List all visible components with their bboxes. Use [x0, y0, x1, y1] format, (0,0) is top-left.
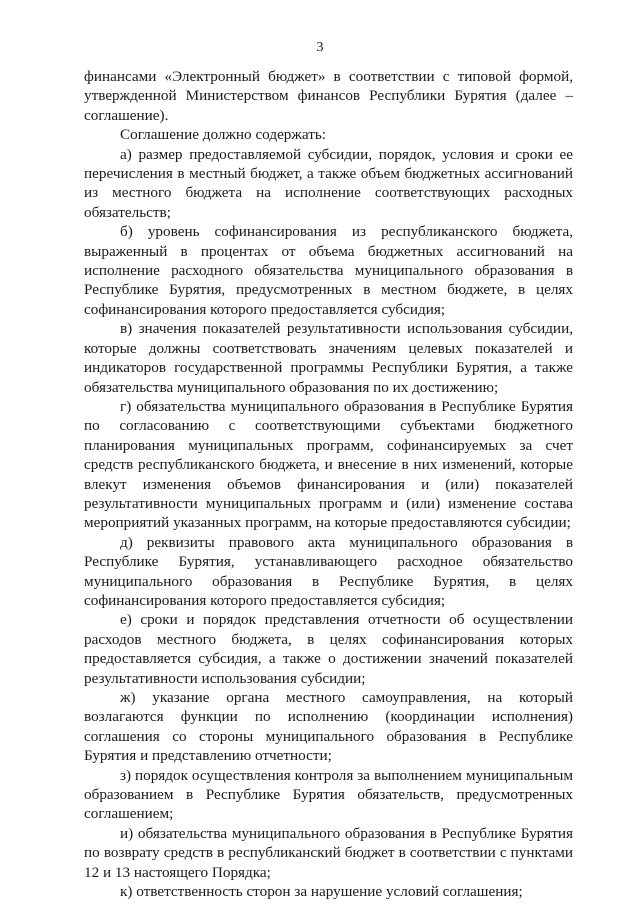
- text-line: результативности муниципальных программ и (или) изменение состава: [84, 494, 573, 512]
- paragraph: [84, 533, 573, 611]
- text-line: обязательств;: [84, 203, 171, 221]
- text-line: мероприятий указанных программ, на которые предоставляются субсидии;: [84, 514, 571, 532]
- text-line: соглашение).: [84, 106, 169, 124]
- text-line: е) сроки и порядок представления отчетности об осуществлении: [120, 611, 573, 629]
- text-line: влекут изменения объемов финансирования и (или) показателей: [84, 475, 573, 493]
- paragraph: [84, 67, 573, 125]
- text-line: перечисления в местный бюджет, а также объем бюджетных ассигнований: [84, 165, 573, 183]
- text-line: Соглашение должно содержать:: [120, 126, 327, 144]
- text-line: планирования муниципальных программ, софинансируемых за счет: [84, 436, 573, 454]
- text-line: соглашением;: [84, 805, 174, 823]
- text-line: средств республиканского бюджета, и внесение в них изменений, которые: [84, 456, 573, 474]
- text-line: Бурятия и представлению отчетности;: [84, 747, 332, 765]
- paragraph: [84, 145, 573, 223]
- text-line: обязательства муниципального образования по их достижению;: [84, 378, 499, 396]
- paragraph: [84, 610, 573, 688]
- text-line: в) значения показателей результативности использования субсидии,: [120, 320, 573, 338]
- text-line: 12 и 13 настоящего Порядка;: [84, 863, 271, 881]
- text-line: исполнение расходного обязательства муниципального образования в: [84, 262, 573, 280]
- paragraph: [84, 882, 573, 901]
- paragraph: [84, 222, 573, 319]
- text-line: к) ответственность сторон за нарушение условий соглашения;: [120, 883, 523, 901]
- paragraph: [84, 125, 573, 144]
- paragraph: [84, 824, 573, 882]
- text-line: муниципального образования в Республике Бурятия, в целях: [84, 572, 573, 590]
- text-line: софинансирования которого предоставляется субсидия;: [84, 300, 446, 318]
- text-line: результативности использования субсидии;: [84, 669, 366, 687]
- text-line: по согласованию с соответствующими субъектами бюджетного: [84, 417, 573, 435]
- text-line: финансами «Электронный бюджет» в соответствии с типовой формой,: [84, 68, 573, 85]
- text-line: которые должны соответствовать значениям целевых показателей и: [84, 339, 573, 357]
- text-line: з) порядок осуществления контроля за выполнением муниципальным: [120, 766, 573, 784]
- text-line: из местного бюджета на исполнение соответствующих расходных: [84, 184, 573, 202]
- text-line: предоставляется субсидия, а также о достижении значений показателей: [84, 650, 573, 668]
- text-line: утвержденной Министерством финансов Республики Бурятия (далее –: [84, 87, 573, 105]
- text-line: ж) указание органа местного самоуправления, на который: [120, 689, 573, 706]
- paragraph: [84, 397, 573, 533]
- text-line: д) реквизиты правового акта муниципального образования в: [120, 533, 573, 551]
- paragraph: [84, 766, 573, 824]
- text-line: соглашения со стороны муниципального образования в Республике: [84, 727, 573, 745]
- text-line: по возврату средств в республиканский бюджет в соответствии с пунктами: [84, 844, 573, 862]
- text-line: Республике Бурятия, предусмотренных в местном бюджете, в целях: [84, 281, 573, 299]
- paragraph: [84, 319, 573, 397]
- text-line: а) размер предоставляемой субсидии, порядок, условия и сроки ее: [120, 145, 573, 163]
- text-line: Республике Бурятия, устанавливающего расходное обязательство: [84, 553, 573, 571]
- text-line: г) обязательства муниципального образования в Республике Бурятия: [120, 397, 573, 415]
- text-line: б) уровень софинансирования из республиканского бюджета,: [120, 223, 573, 241]
- paragraph: [84, 688, 573, 766]
- text-line: и) обязательства муниципального образования в Республике Бурятия: [120, 824, 573, 842]
- text-line: индикаторов государственной программы Республики Бурятия, а также: [84, 359, 573, 377]
- text-line: выраженный в процентах от объема бюджетных ассигнований на: [84, 242, 573, 260]
- text-line: образованием в Республике Бурятия обязательств, предусмотренных: [84, 786, 573, 804]
- page-number: 3: [316, 40, 324, 55]
- document-body: [84, 67, 573, 901]
- text-line: расходов местного бюджета, в целях софинансирования которых: [84, 630, 573, 648]
- text-line: софинансирования которого предоставляется субсидия;: [84, 591, 446, 609]
- text-line: возлагаются функции по исполнению (координации исполнения): [84, 708, 573, 726]
